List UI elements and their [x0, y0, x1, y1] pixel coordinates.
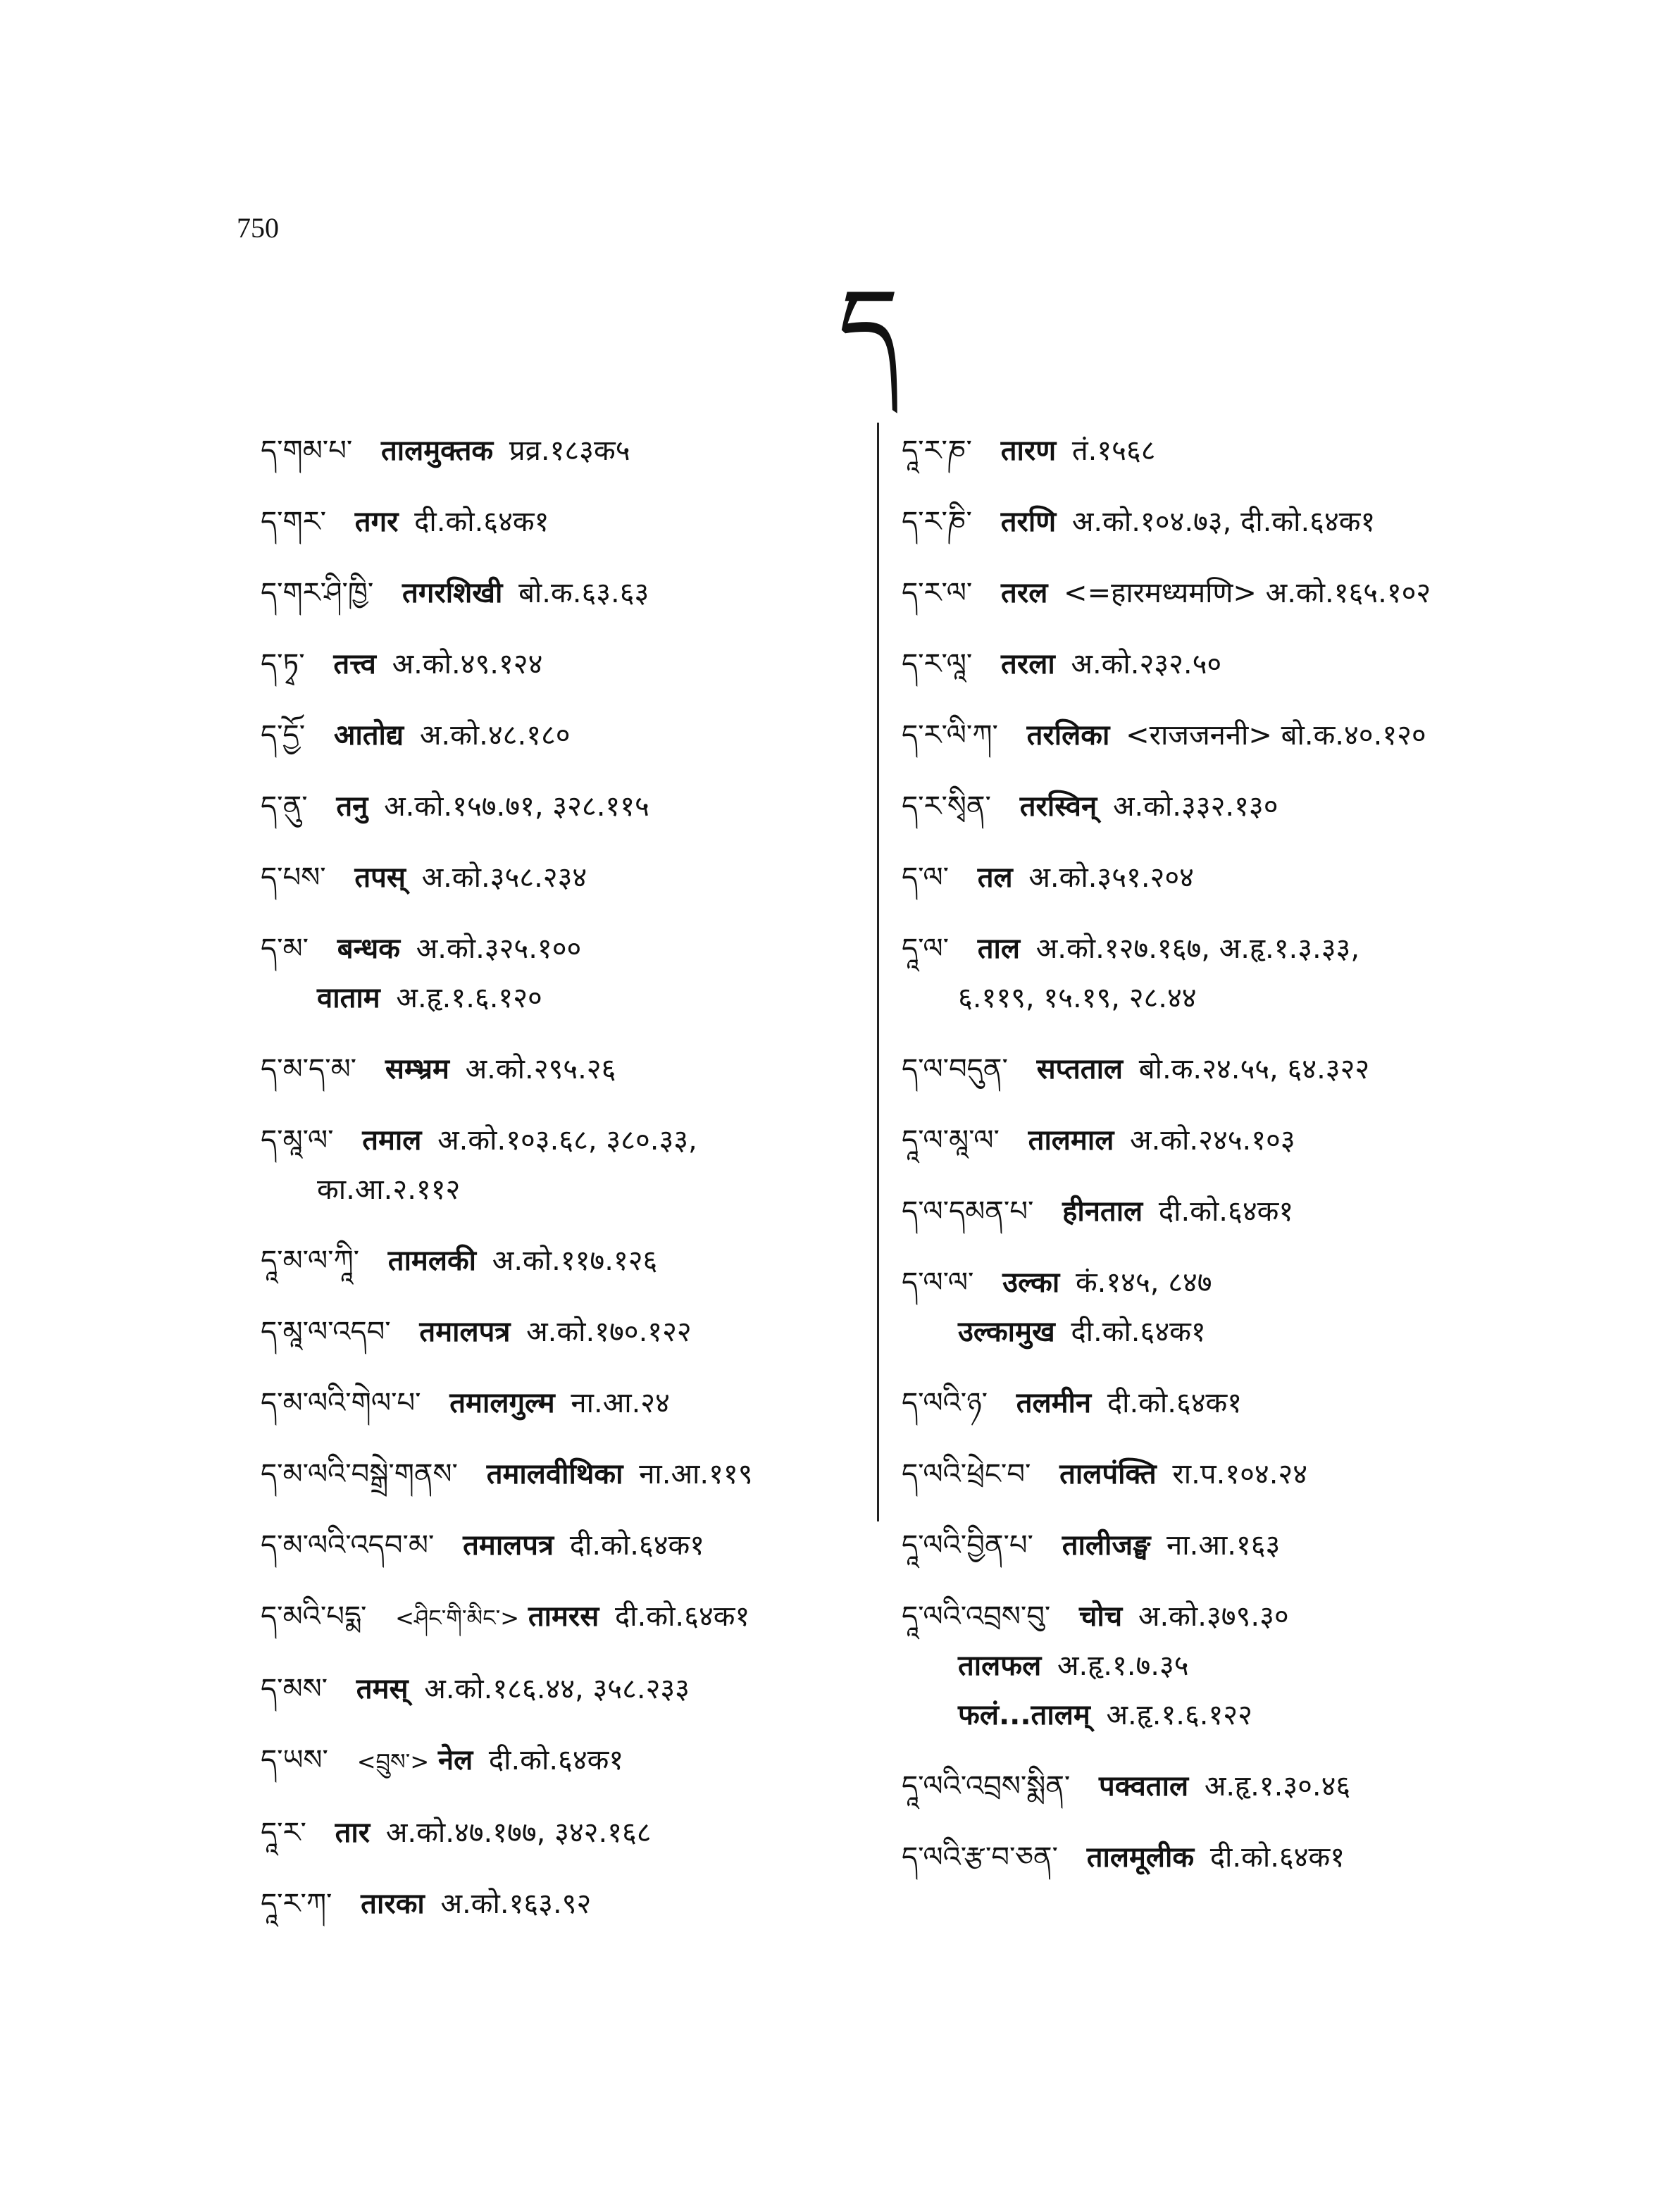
dictionary-entry: [902, 1528, 1536, 1563]
tibetan-term: ད་ར་སྭིན་: [902, 790, 991, 823]
sanskrit-term: तामरस: [528, 1600, 599, 1633]
annotation: <བྲུས་>: [356, 1748, 430, 1775]
reference: दी.को.६४क१: [569, 1529, 705, 1562]
sanskrit-term: पक्वताल: [1099, 1770, 1189, 1803]
dictionary-entry: [902, 1840, 1536, 1875]
tibetan-term: ད་ནུ་: [261, 790, 308, 823]
sanskrit-term: तगरशिखी: [402, 577, 503, 609]
reference: अ.को.३७९.३०: [1138, 1600, 1289, 1633]
dictionary-entry: [902, 1769, 1536, 1804]
tibetan-term: ད་ལའི་རྩ་བ་ཅན་: [902, 1841, 1058, 1874]
dictionary-entry: [902, 575, 1536, 611]
sanskrit-term: तालफल: [958, 1650, 1042, 1682]
sanskrit-term: तमस्: [356, 1673, 409, 1705]
tibetan-term: ད་མ་ལའི་གེལ་པ་: [261, 1387, 421, 1419]
tibetan-term: ད་ལའི་ཕྲེང་བ་: [902, 1458, 1031, 1490]
reference: अ.को.१७०.१२२: [526, 1316, 692, 1348]
left-column: [261, 433, 852, 1957]
sanskrit-term: तगर: [354, 506, 399, 538]
reference: ना.आ.२४: [571, 1387, 670, 1419]
reference: <=हारमध्यमणि> अ.को.१६५.१०२: [1064, 577, 1431, 609]
tibetan-term: ད་ལ་བདུན་: [902, 1053, 1008, 1085]
sanskrit-term: हीनताल: [1062, 1195, 1143, 1228]
tibetan-term: དཱ་ལའི་འབྲས་བུ་: [902, 1600, 1051, 1633]
reference: अ.को.११७.१२६: [492, 1245, 658, 1277]
dictionary-entry: [902, 647, 1536, 682]
reference: अ.को.१८६.४४, ३५८.२३३: [424, 1673, 690, 1705]
tibetan-term: ད་ར་ཎི་: [902, 506, 972, 538]
dictionary-entry: [261, 504, 852, 540]
tibetan-term: ད་ལ་: [902, 861, 949, 894]
sanskrit-term: तमालगुल्म: [449, 1387, 555, 1419]
reference: अ.को.१६३.९२: [440, 1888, 592, 1920]
sanskrit-term: वाताम: [317, 982, 380, 1014]
reference: अ.को.२३२.५०: [1071, 648, 1222, 680]
sanskrit-term: ताल: [977, 933, 1020, 965]
sanskrit-term: उल्कामुख: [958, 1316, 1055, 1348]
tibetan-term: དཱ་ལ་མཱ་ལ་: [902, 1124, 1000, 1157]
reference: अ.को.३५१.२०४: [1028, 861, 1194, 894]
dictionary-entry: [902, 718, 1536, 753]
dictionary-entry: [261, 1243, 852, 1278]
sanskrit-term: सम्भ्रम: [385, 1053, 449, 1085]
dictionary-entry: [902, 1123, 1536, 1158]
sanskrit-term: तपस्: [354, 861, 406, 894]
tibetan-term: ད་ཏྭ་: [261, 648, 305, 680]
entry-continuation: [902, 1698, 1536, 1733]
tibetan-term: ད་མ་ལའི་འདབ་མ་: [261, 1529, 435, 1562]
section-letter: ད: [838, 266, 900, 389]
dictionary-entry: [261, 575, 852, 611]
sanskrit-term: तरला: [1001, 648, 1055, 680]
reference: अ.हृ.१.३०.४६: [1204, 1770, 1351, 1803]
sanskrit-term: तरणि: [1000, 506, 1057, 538]
tibetan-term: ད་ལའི་ཉ་: [902, 1387, 988, 1419]
reference: अ.को.२९५.२६: [465, 1053, 616, 1085]
dictionary-entry: [261, 1528, 852, 1563]
tibetan-term: དཱ་ར་ཀ་: [261, 1888, 332, 1920]
tibetan-term: ད་མཱ་ལ་: [261, 1124, 334, 1157]
tibetan-term: ད་མ་: [261, 933, 309, 965]
sanskrit-term: तालमुक्तक: [380, 435, 494, 467]
dictionary-entry: [261, 789, 852, 824]
entry-continuation: [902, 1648, 1536, 1683]
tibetan-term: ད་ར་ལཱ་: [902, 648, 973, 680]
reference: तं.१५६८: [1071, 435, 1156, 467]
sanskrit-term: आतोद्य: [333, 719, 404, 752]
reference: अ.को.३३२.१३०: [1112, 790, 1278, 823]
dictionary-entry: [261, 1886, 852, 1922]
reference: दी.को.६४क१: [1107, 1387, 1243, 1419]
dictionary-entry: [261, 1671, 852, 1707]
reference: दी.को.६४क१: [1071, 1316, 1206, 1348]
sanskrit-term: तमालपत्र: [419, 1316, 511, 1348]
dictionary-entry: [902, 504, 1536, 540]
sanskrit-term: बन्धक: [337, 933, 401, 965]
sanskrit-term: तत्त्व: [333, 648, 376, 680]
right-column: [902, 433, 1536, 1911]
sanskrit-term: तालपंक्ति: [1059, 1458, 1157, 1490]
reference: दी.को.६४क१: [615, 1600, 750, 1633]
reference: अ.हृ.१.६.१२०: [396, 982, 542, 1014]
dictionary-entry: [261, 1123, 852, 1158]
tibetan-term: ད་ལ་དམན་པ་: [902, 1195, 1034, 1228]
tibetan-term: ད་མས་: [261, 1673, 328, 1705]
dictionary-entry: [902, 789, 1536, 824]
reference: दी.को.६४क१: [1158, 1195, 1294, 1228]
dictionary-entry: [261, 931, 852, 966]
dictionary-entry: [902, 433, 1536, 468]
sanskrit-term: तलमीन: [1016, 1387, 1092, 1419]
reference: रा.प.१०४.२४: [1172, 1458, 1308, 1490]
reference: दी.को.६४क१: [1209, 1841, 1345, 1874]
tibetan-term: ད་མ་ལའི་བསྒྲེ་གནས་: [261, 1458, 458, 1490]
reference: दी.को.६४क१: [488, 1744, 624, 1776]
entry-continuation: [902, 980, 1536, 1016]
tibetan-term: ད་གམ་པ་: [261, 435, 353, 467]
sanskrit-term: तरलिका: [1026, 719, 1110, 752]
reference: अ.को.२४५.१०३: [1130, 1124, 1295, 1157]
sanskrit-term: तालीजङ्घ: [1062, 1529, 1151, 1562]
tibetan-term: ད་གར་ཤི་ཁྱི་: [261, 577, 374, 609]
reference: अ.को.४९.१२४: [392, 648, 543, 680]
tibetan-term: ད་ཡས་: [261, 1744, 328, 1776]
tibetan-term: ད་ར་ལ་: [902, 577, 973, 609]
dictionary-entry: [902, 1386, 1536, 1421]
dictionary-entry: [902, 1265, 1536, 1300]
dictionary-entry: [902, 931, 1536, 966]
dictionary-entry: [261, 433, 852, 468]
tibetan-term: ད་མ་ད་མ་: [261, 1053, 357, 1085]
tibetan-term: ད་མའི་པདྨ་: [261, 1600, 367, 1633]
entry-continuation: [902, 1314, 1536, 1350]
tibetan-term: དཱ་ར་ཎ་: [902, 435, 972, 467]
entry-continuation: [261, 980, 852, 1016]
reference: बो.क.२४.५५, ६४.३२२: [1138, 1053, 1370, 1085]
page-number: 750: [237, 212, 279, 244]
reference: अ.को.३२५.१००: [416, 933, 582, 965]
dictionary-entry: [261, 1052, 852, 1087]
tibetan-term: དཱ་ལའི་བྱིན་པ་: [902, 1529, 1033, 1562]
sanskrit-term: नेल: [437, 1744, 473, 1776]
sanskrit-term: तमालपत्र: [463, 1529, 554, 1562]
tibetan-term: ད་མཱ་ལ་འདབ་: [261, 1316, 391, 1348]
reference: अ.को.१०३.६८, ३८०.३३,: [437, 1124, 697, 1157]
dictionary-entry: [902, 1052, 1536, 1087]
dictionary-entry: [902, 1194, 1536, 1229]
sanskrit-term: तल: [977, 861, 1013, 894]
sanskrit-term: सप्तताल: [1036, 1053, 1124, 1085]
reference: अ.को.३५८.२३४: [421, 861, 587, 894]
reference: का.आ.२.११२: [317, 1173, 461, 1206]
tibetan-term: ད་པས་: [261, 861, 326, 894]
sanskrit-term: तारण: [1000, 435, 1057, 467]
reference: <राजजननी> बो.क.४०.१२०: [1126, 719, 1426, 752]
reference: दी.को.६४क१: [414, 506, 549, 538]
dictionary-entry: [261, 1743, 852, 1779]
reference: ना.आ.१६३: [1166, 1529, 1281, 1562]
sanskrit-term: तालमाल: [1028, 1124, 1114, 1157]
sanskrit-term: तारका: [361, 1888, 425, 1920]
reference: अ.को.४७.१७७, ३४२.१६८: [385, 1817, 652, 1849]
dictionary-entry: [261, 1314, 852, 1350]
tibetan-term: ད་ར་ལི་ཀ་: [902, 719, 998, 752]
tibetan-term: ད་གར་: [261, 506, 327, 538]
annotation: <ཤིང་གི་མིང་>: [395, 1605, 520, 1631]
dictionary-entry: [902, 1599, 1536, 1634]
reference: अ.को.१५७.७१, ३२८.११५: [384, 790, 649, 823]
dictionary-entry: [261, 1599, 852, 1636]
sanskrit-term: तनु: [336, 790, 368, 823]
sanskrit-term: तमालवीथिका: [486, 1458, 623, 1490]
dictionary-entry: [261, 1815, 852, 1850]
dictionary-entry: [261, 860, 852, 895]
sanskrit-term: तमाल: [362, 1124, 422, 1157]
dictionary-entry: [902, 860, 1536, 895]
dictionary-entry: [261, 1386, 852, 1421]
tibetan-term: དཱ་ར་: [261, 1817, 306, 1849]
sanskrit-term: फलं...तालम्: [958, 1699, 1090, 1731]
sanskrit-term: तालमूलीक: [1086, 1841, 1195, 1874]
tibetan-term: དཱ་མ་ལ་ཀཱི་: [261, 1245, 360, 1277]
sanskrit-term: चोच: [1079, 1600, 1123, 1633]
reference: ६.११९, १५.१९, २८.४४: [958, 982, 1197, 1014]
tibetan-term: དཱ་ལའི་འབྲས་སྨིན་: [902, 1770, 1071, 1803]
sanskrit-term: उल्का: [1002, 1266, 1060, 1299]
reference: ना.आ.११९: [639, 1458, 753, 1490]
sanskrit-term: तरल: [1001, 577, 1048, 609]
reference: अ.को.१०४.७३, दी.को.६४क१: [1071, 506, 1376, 538]
tibetan-term: ད་ལ་ལ་: [902, 1266, 974, 1299]
reference: अ.को.१२७.१६७, अ.हृ.१.३.३३,: [1035, 933, 1360, 965]
reference: अ.हृ.१.६.१२२: [1106, 1699, 1252, 1731]
reference: अ.को.४८.१८०: [419, 719, 571, 752]
entry-continuation: [261, 1172, 852, 1207]
sanskrit-term: तार: [335, 1817, 371, 1849]
reference: कं.१४५, ८४७: [1075, 1266, 1212, 1299]
dictionary-entry: [261, 647, 852, 682]
sanskrit-term: तरस्विन्: [1019, 790, 1097, 823]
column-divider: [877, 423, 879, 1521]
dictionary-entry: [261, 718, 852, 753]
reference: बो.क.६३.६३: [518, 577, 649, 609]
tibetan-term: ད་དྱོ་: [261, 719, 306, 752]
dictionary-entry: [261, 1457, 852, 1492]
reference: अ.हृ.१.७.३५: [1057, 1650, 1189, 1682]
tibetan-term: དཱ་ལ་: [902, 933, 949, 965]
reference: प्रव्र.१८३क५: [509, 435, 630, 467]
dictionary-entry: [902, 1457, 1536, 1492]
sanskrit-term: तामलकी: [387, 1245, 477, 1277]
